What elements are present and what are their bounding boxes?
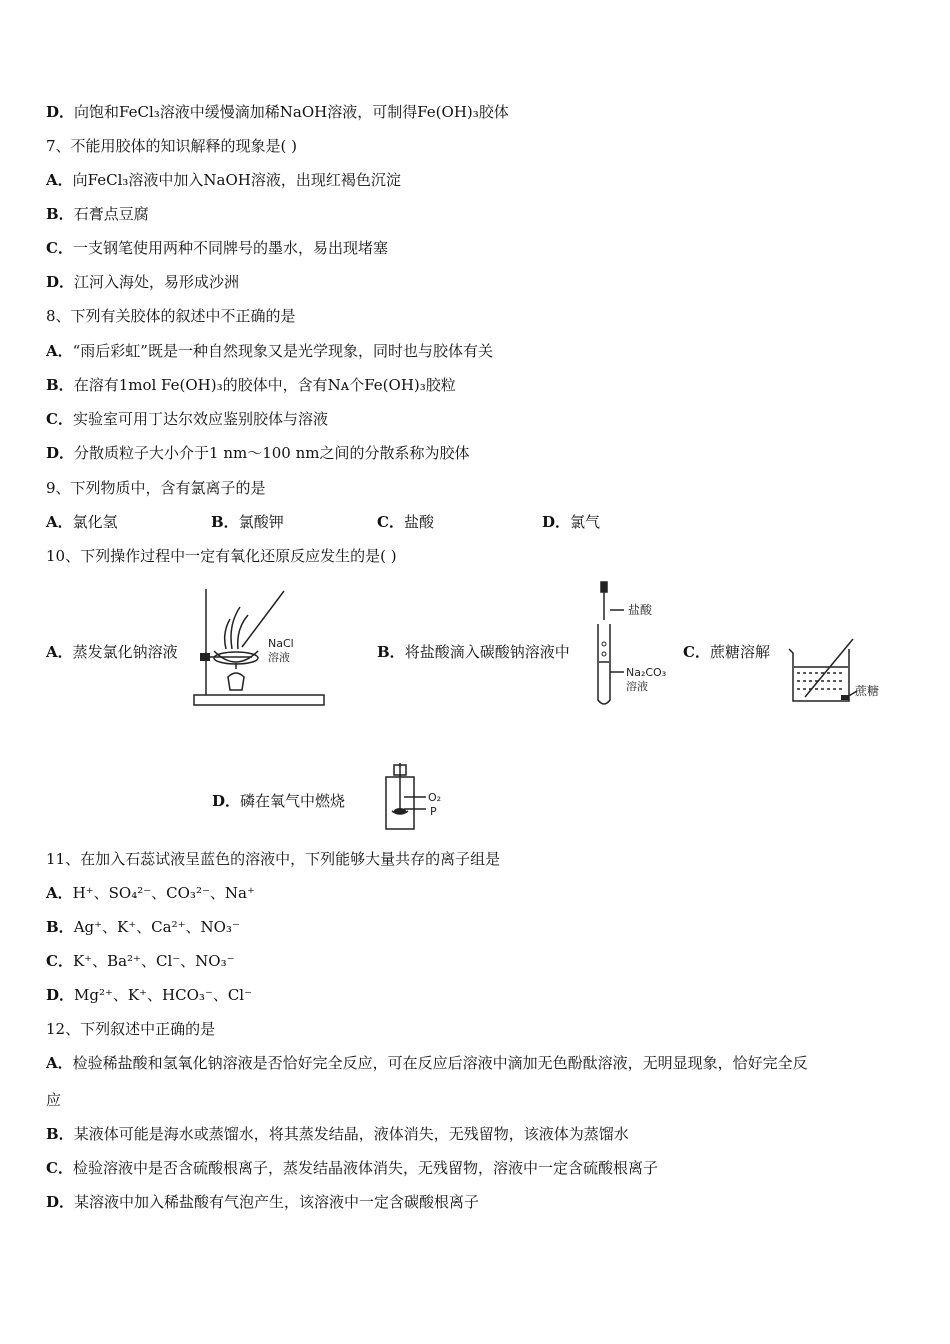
option-text: 磷在氧气中燃烧 <box>240 792 346 810</box>
option-label: D． <box>46 444 75 462</box>
question-text: 11、在加入石蕊试液呈蓝色的溶液中，下列能够大量共存的离子组是 <box>46 850 501 868</box>
q11-option-b <box>46 917 240 937</box>
q7-option-b <box>46 204 149 224</box>
option-label: B． <box>46 918 74 936</box>
option-text: 某溶液中加入稀盐酸有气泡产生，该溶液中一定含碳酸根离子 <box>74 1193 480 1211</box>
q9-option-a <box>46 512 118 532</box>
q12-option-b <box>46 1124 629 1144</box>
option-text: 应 <box>46 1091 62 1109</box>
phosphorus-combustion-figure <box>380 763 450 835</box>
q12-option-a-continued <box>46 1090 61 1110</box>
option-label: C． <box>377 513 404 531</box>
q7-option-c <box>46 238 388 258</box>
option-text: 向饱和FeCl₃溶液中缓慢滴加稀NaOH溶液，可制得Fe(OH)₃胶体 <box>74 103 509 121</box>
option-label: B． <box>377 643 405 661</box>
q8-option-d <box>46 443 470 463</box>
option-label: B． <box>46 205 74 223</box>
q12-option-a <box>46 1053 808 1073</box>
option-text: H⁺、SO₄²⁻、CO₃²⁻、Na⁺ <box>72 884 255 902</box>
option-label: C． <box>683 643 710 661</box>
q8-option-a <box>46 341 493 361</box>
q11-stem <box>46 849 500 869</box>
q12-option-c <box>46 1158 658 1178</box>
sugar-label: 蔗糖 <box>855 684 880 698</box>
option-label: C． <box>46 239 73 257</box>
option-text: 石膏点豆腐 <box>73 205 149 223</box>
option-text: 某液体可能是海水或蒸馏水，将其蒸发结晶，液体消失，无残留物，该液体为蒸馏水 <box>73 1125 629 1143</box>
na2co3-solution-label: 溶液 <box>626 680 648 693</box>
option-text: 分散质粒子大小介于1 nm～100 nm之间的分散系称为胶体 <box>74 444 470 462</box>
option-text: K⁺、Ba²⁺、Cl⁻、NO₃⁻ <box>72 952 235 970</box>
option-text: Mg²⁺、K⁺、HCO₃⁻、Cl⁻ <box>74 986 253 1004</box>
q9-option-b <box>211 512 284 532</box>
q8-stem <box>46 306 296 326</box>
option-text: 蒸发氯化钠溶液 <box>72 643 178 661</box>
q12-option-d <box>46 1192 479 1212</box>
question-text: 10、下列操作过程中一定有氧化还原反应发生的是( ) <box>46 547 397 565</box>
option-label: D． <box>212 792 241 810</box>
option-label: A． <box>46 1054 73 1072</box>
q6-option-d <box>46 102 509 122</box>
q7-option-a <box>46 170 401 190</box>
option-text: 检验稀盐酸和氢氧化钠溶液是否恰好完全反应，可在反应后溶液中滴加无色酚酞溶液，无明显现象，恰好完全反 <box>72 1054 808 1072</box>
option-text: 在溶有1mol Fe(OH)₃的胶体中，含有Nᴀ个Fe(OH)₃胶粒 <box>73 376 456 394</box>
hcl-label: 盐酸 <box>628 603 653 617</box>
option-label: A． <box>46 342 73 360</box>
q8-option-c <box>46 409 328 429</box>
option-text: 盐酸 <box>403 513 434 531</box>
option-label: D． <box>46 273 75 291</box>
question-text: 9、下列物质中，含有氯离子的是 <box>46 479 266 497</box>
q10-option-a <box>46 642 178 662</box>
option-text: Ag⁺、K⁺、Ca²⁺、NO₃⁻ <box>73 918 240 936</box>
option-label: B． <box>46 1125 74 1143</box>
q12-stem <box>46 1019 215 1039</box>
q9-stem <box>46 478 266 498</box>
q7-option-d <box>46 272 239 292</box>
option-label: C． <box>46 410 73 428</box>
option-text: 氯酸钾 <box>238 513 284 531</box>
option-text: 向FeCl₃溶液中加入NaOH溶液，出现红褐色沉淀 <box>72 171 401 189</box>
option-label: A． <box>46 884 73 902</box>
beaker-figure <box>785 635 885 710</box>
q9-option-c <box>377 512 434 532</box>
o2-label: O₂ <box>428 791 442 804</box>
option-text: “雨后彩虹”既是一种自然现象又是光学现象，同时也与胶体有关 <box>72 342 493 360</box>
option-text: 氯气 <box>570 513 601 531</box>
option-label: B． <box>46 376 74 394</box>
nacl-label: NaCl <box>268 637 294 650</box>
nacl-solution-label: 溶液 <box>268 651 290 664</box>
option-text: 一支钢笔使用两种不同牌号的墨水，易出现堵塞 <box>72 239 388 257</box>
option-label: A． <box>46 171 73 189</box>
test-tube-figure <box>590 580 680 710</box>
option-text: 检验溶液中是否含硫酸根离子，蒸发结晶液体消失，无残留物，溶液中一定含硫酸根离子 <box>72 1159 658 1177</box>
q10-option-d <box>212 791 345 811</box>
option-text: 蔗糖溶解 <box>709 643 770 661</box>
q10-stem <box>46 546 397 566</box>
option-label: D． <box>46 103 75 121</box>
option-text: 实验室可用丁达尔效应鉴别胶体与溶液 <box>72 410 328 428</box>
q10-option-c <box>683 642 770 662</box>
p-label: P <box>430 805 437 818</box>
q7-stem <box>46 136 297 156</box>
option-label: D． <box>46 1193 75 1211</box>
option-label: C． <box>46 1159 73 1177</box>
q11-option-c <box>46 951 235 971</box>
q8-option-b <box>46 375 456 395</box>
question-text: 12、下列叙述中正确的是 <box>46 1020 216 1038</box>
question-text: 7、不能用胶体的知识解释的现象是( ) <box>46 137 298 155</box>
option-label: B． <box>211 513 239 531</box>
q11-option-a <box>46 883 255 903</box>
option-text: 将盐酸滴入碳酸钠溶液中 <box>404 643 570 661</box>
q11-option-d <box>46 985 252 1005</box>
option-label: C． <box>46 952 73 970</box>
evaporation-apparatus-figure <box>192 585 332 710</box>
q9-option-d <box>542 512 600 532</box>
na2co3-label: Na₂CO₃ <box>626 666 667 679</box>
q10-option-b <box>377 642 570 662</box>
question-text: 8、下列有关胶体的叙述中不正确的是 <box>46 307 296 325</box>
option-label: A． <box>46 643 73 661</box>
option-label: A． <box>46 513 73 531</box>
option-label: D． <box>542 513 571 531</box>
option-text: 氯化氢 <box>72 513 118 531</box>
option-text: 江河入海处，易形成沙洲 <box>74 273 240 291</box>
option-label: D． <box>46 986 75 1004</box>
